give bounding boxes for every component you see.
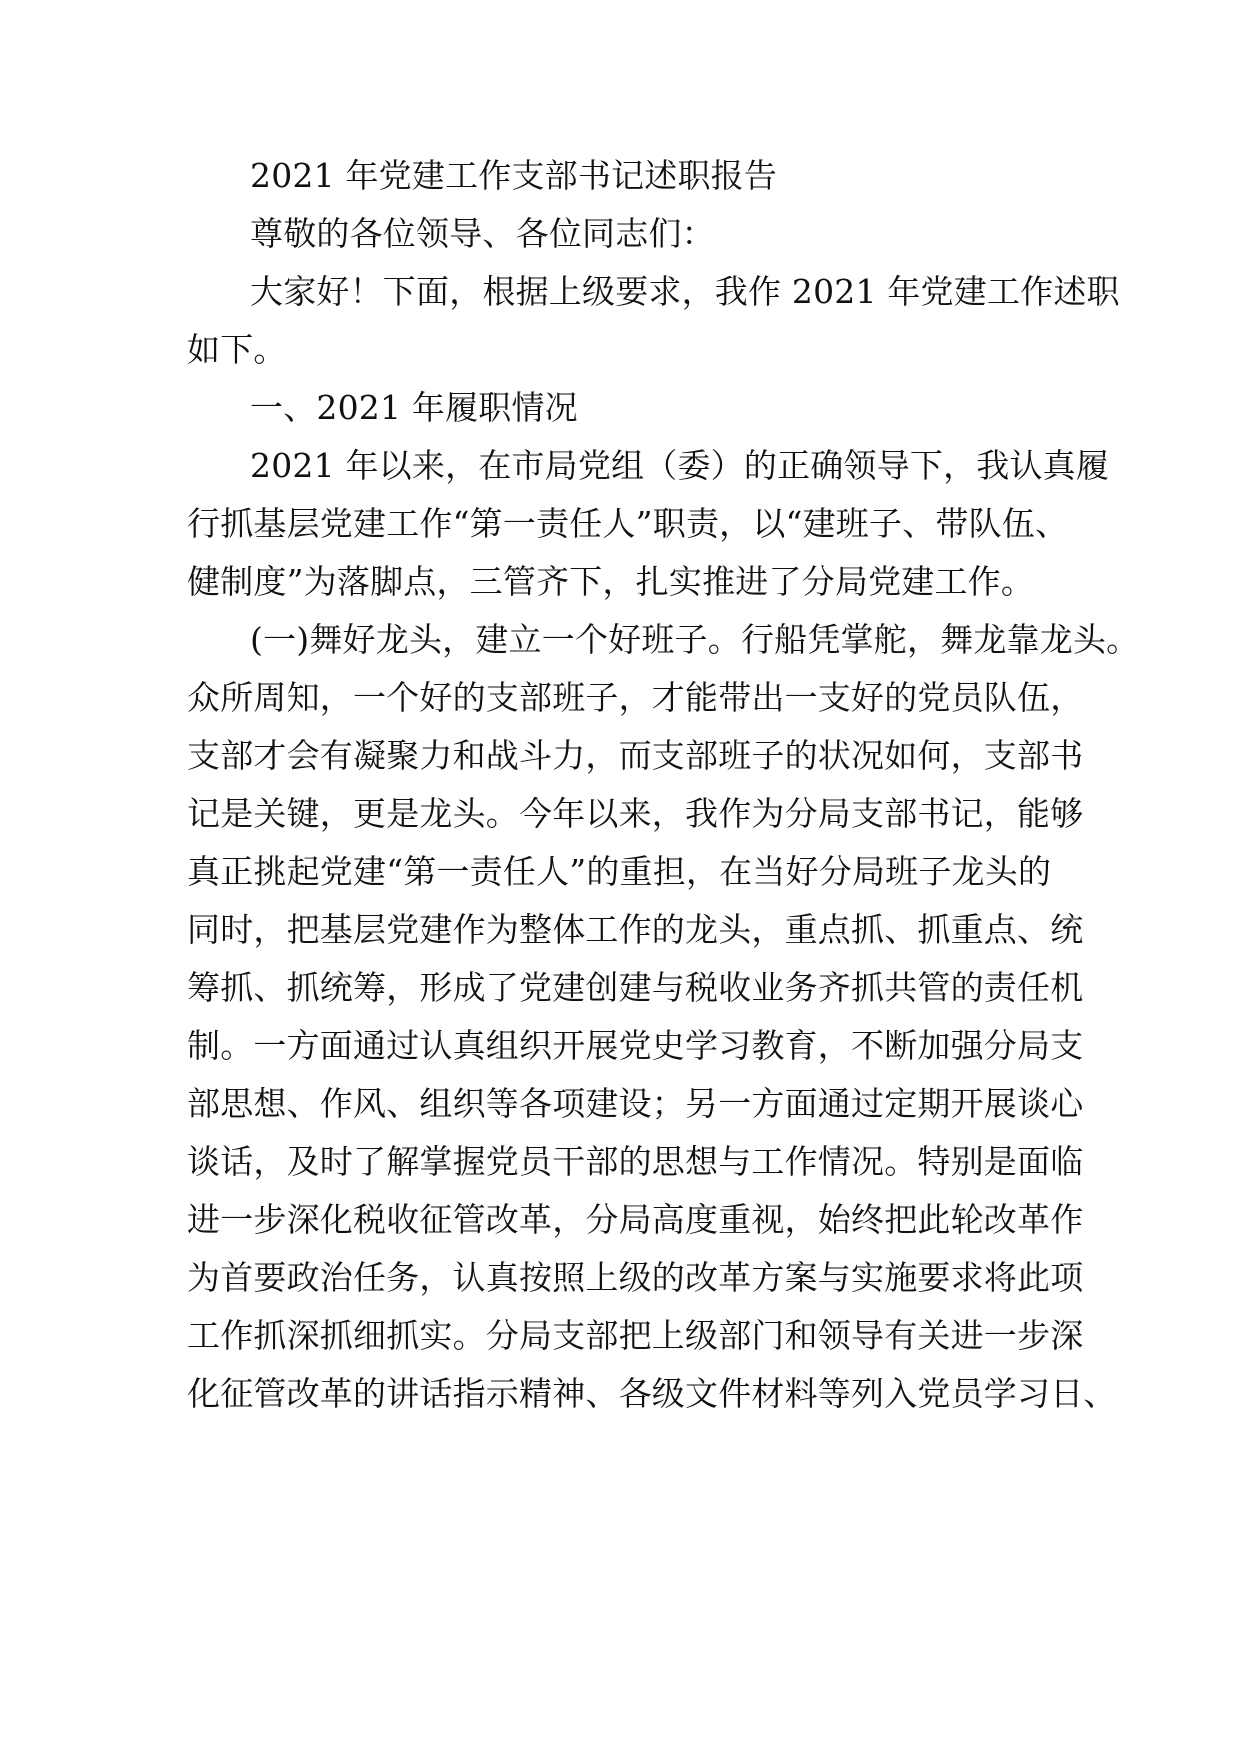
document-title: 2021 年党建工作支部书记述职报告 xyxy=(250,156,778,195)
paragraph-line: 同时，把基层党建作为整体工作的龙头，重点抓、抓重点、统 xyxy=(187,910,1084,949)
paragraph-line: 如下。 xyxy=(187,330,287,369)
paragraph-line: 筹抓、抓统筹，形成了党建创建与税收业务齐抓共管的责任机 xyxy=(187,968,1084,1007)
section-heading: 一、2021 年履职情况 xyxy=(250,388,578,427)
paragraph-line: 大家好！下面，根据上级要求，我作 2021 年党建工作述职 xyxy=(250,272,1120,311)
paragraph-line: 支部才会有凝聚力和战斗力，而支部班子的状况如何，支部书 xyxy=(187,736,1084,775)
paragraph-line: 制。一方面通过认真组织开展党史学习教育，不断加强分局支 xyxy=(187,1026,1084,1065)
paragraph-line: 谈话，及时了解掌握党员干部的思想与工作情况。特别是面临 xyxy=(187,1142,1084,1181)
paragraph-line: 真正挑起党建“第一责任人”的重担，在当好分局班子龙头的 xyxy=(187,852,1052,891)
paragraph-line: 为首要政治任务，认真按照上级的改革方案与实施要求将此项 xyxy=(187,1258,1084,1297)
paragraph-line: 化征管改革的讲话指示精神、各级文件材料等列入党员学习日、 xyxy=(187,1374,1117,1413)
paragraph-line: 2021 年以来，在市局党组（委）的正确领导下，我认真履 xyxy=(250,446,1110,485)
paragraph-line: 工作抓深抓细抓实。分局支部把上级部门和领导有关进一步深 xyxy=(187,1316,1084,1355)
paragraph-line: 健制度”为落脚点，三管齐下，扎实推进了分局党建工作。 xyxy=(187,562,1035,601)
paragraph-line: 众所周知，一个好的支部班子，才能带出一支好的党员队伍， xyxy=(187,678,1084,717)
salutation-line: 尊敬的各位领导、各位同志们： xyxy=(250,214,715,253)
paragraph-line: (一)舞好龙头，建立一个好班子。行船凭掌舵，舞龙靠龙头。 xyxy=(250,620,1140,659)
paragraph-line: 进一步深化税收征管改革，分局高度重视，始终把此轮改革作 xyxy=(187,1200,1084,1239)
paragraph-line: 部思想、作风、组织等各项建设；另一方面通过定期开展谈心 xyxy=(187,1084,1084,1123)
paragraph-line: 行抓基层党建工作“第一责任人”职责，以“建班子、带队伍、 xyxy=(187,504,1069,543)
paragraph-line: 记是关键，更是龙头。今年以来，我作为分局支部书记，能够 xyxy=(187,794,1084,833)
